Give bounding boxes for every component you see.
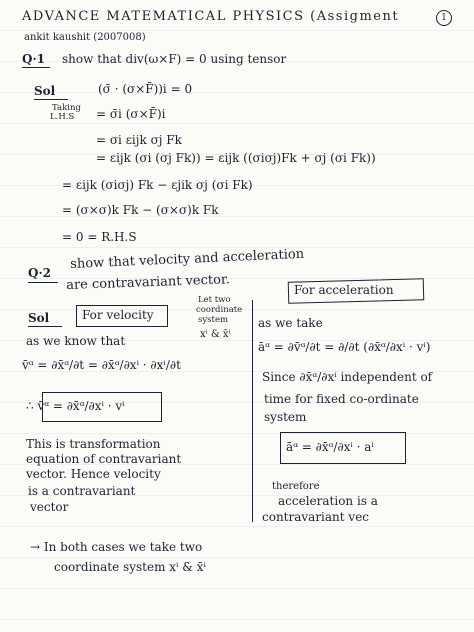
- q2-underline: [28, 282, 58, 283]
- velocity-conclusion-line1: This is transformation: [26, 437, 161, 451]
- author-name: ankit kaushit (2007008): [24, 32, 146, 43]
- acceleration-eq1: āᵅ = ∂v̄ᵅ/∂t = ∂/∂t (∂x̄ᵅ/∂xⁱ · vⁱ): [258, 340, 431, 354]
- q1-underline: [22, 67, 50, 68]
- margin-note-line4: xⁱ & x̄ⁱ: [200, 329, 231, 340]
- q1-line4: = εijk (σi (σj Fk)) = εijk ((σiσj)Fk + σj (σi Fk)): [96, 151, 376, 165]
- velocity-intro: as we know that: [26, 334, 126, 348]
- acceleration-box-label: For acceleration: [294, 283, 394, 297]
- q2-question-line2: are contravariant vector.: [65, 272, 231, 293]
- velocity-conclusion-line3: vector. Hence velocity: [26, 467, 161, 481]
- page-number-badge: 1: [436, 10, 452, 26]
- margin-note-line1: Let two: [198, 295, 231, 305]
- acceleration-conclusion-line1: therefore: [272, 481, 320, 492]
- velocity-box-label: For velocity: [82, 308, 154, 322]
- acceleration-eq2: āᵅ = ∂x̄ᵅ/∂xⁱ · aⁱ: [286, 440, 374, 454]
- q2-sol-underline: [28, 326, 62, 327]
- q1-line1: (σ̄ · (σ×F̄))i = 0: [98, 82, 193, 96]
- velocity-conclusion-line2: equation of contravariant: [26, 452, 182, 466]
- q1-sol-label: Sol: [34, 84, 56, 98]
- q2-label: Q·2: [28, 266, 51, 280]
- acceleration-since-line1: Since ∂x̄ᵅ/∂xⁱ independent of: [262, 370, 433, 384]
- acceleration-conclusion-line2: acceleration is a: [278, 494, 378, 508]
- q1-line6: = (σ×σ)k Fk − (σ×σ)k Fk: [62, 203, 219, 217]
- q1-sol-underline: [34, 99, 68, 100]
- margin-note-line2: coordinate: [196, 305, 243, 315]
- assignment-title: ADVANCE MATEMATICAL PHYSICS (Assigment: [22, 9, 400, 24]
- q1-line7: = 0 = R.H.S: [62, 230, 137, 244]
- acceleration-since-line3: system: [264, 410, 307, 424]
- q2-question-line1: show that velocity and acceleration: [69, 246, 305, 272]
- footer-line2: coordinate system xⁱ & x̄ⁱ: [54, 560, 206, 574]
- velocity-conclusion-line4: is a contravariant: [28, 484, 136, 498]
- q2-sol-label: Sol: [28, 311, 50, 325]
- acceleration-conclusion-line3: contravariant vec: [262, 510, 370, 524]
- q1-lhs: L.H.S: [50, 112, 75, 122]
- q1-taking: Taking: [52, 103, 81, 113]
- margin-note-line3: system: [198, 315, 229, 325]
- q1-question: show that div(ω×F) = 0 using tensor: [62, 52, 287, 66]
- velocity-eq1: v̄ᵅ = ∂x̄ᵅ/∂t = ∂x̄ᵅ/∂xⁱ · ∂xⁱ/∂t: [22, 358, 181, 372]
- acceleration-since-line2: time for fixed co-ordinate: [264, 392, 419, 406]
- q1-line2: = σ̄i (σ×F̄)i: [96, 107, 166, 121]
- footer-line1: → In both cases we take two: [30, 540, 203, 554]
- q1-line5: = εijk (σiσj) Fk − εjik σj (σi Fk): [62, 178, 253, 192]
- velocity-eq2: ∴ v̄ᵅ = ∂x̄ᵅ/∂xⁱ · vⁱ: [26, 399, 125, 413]
- velocity-conclusion-line5: vector: [30, 500, 69, 514]
- column-divider: [252, 300, 253, 522]
- q1-line3: = σi εijk σj Fk: [96, 133, 182, 147]
- q1-label: Q·1: [22, 52, 45, 66]
- acceleration-intro: as we take: [258, 316, 323, 330]
